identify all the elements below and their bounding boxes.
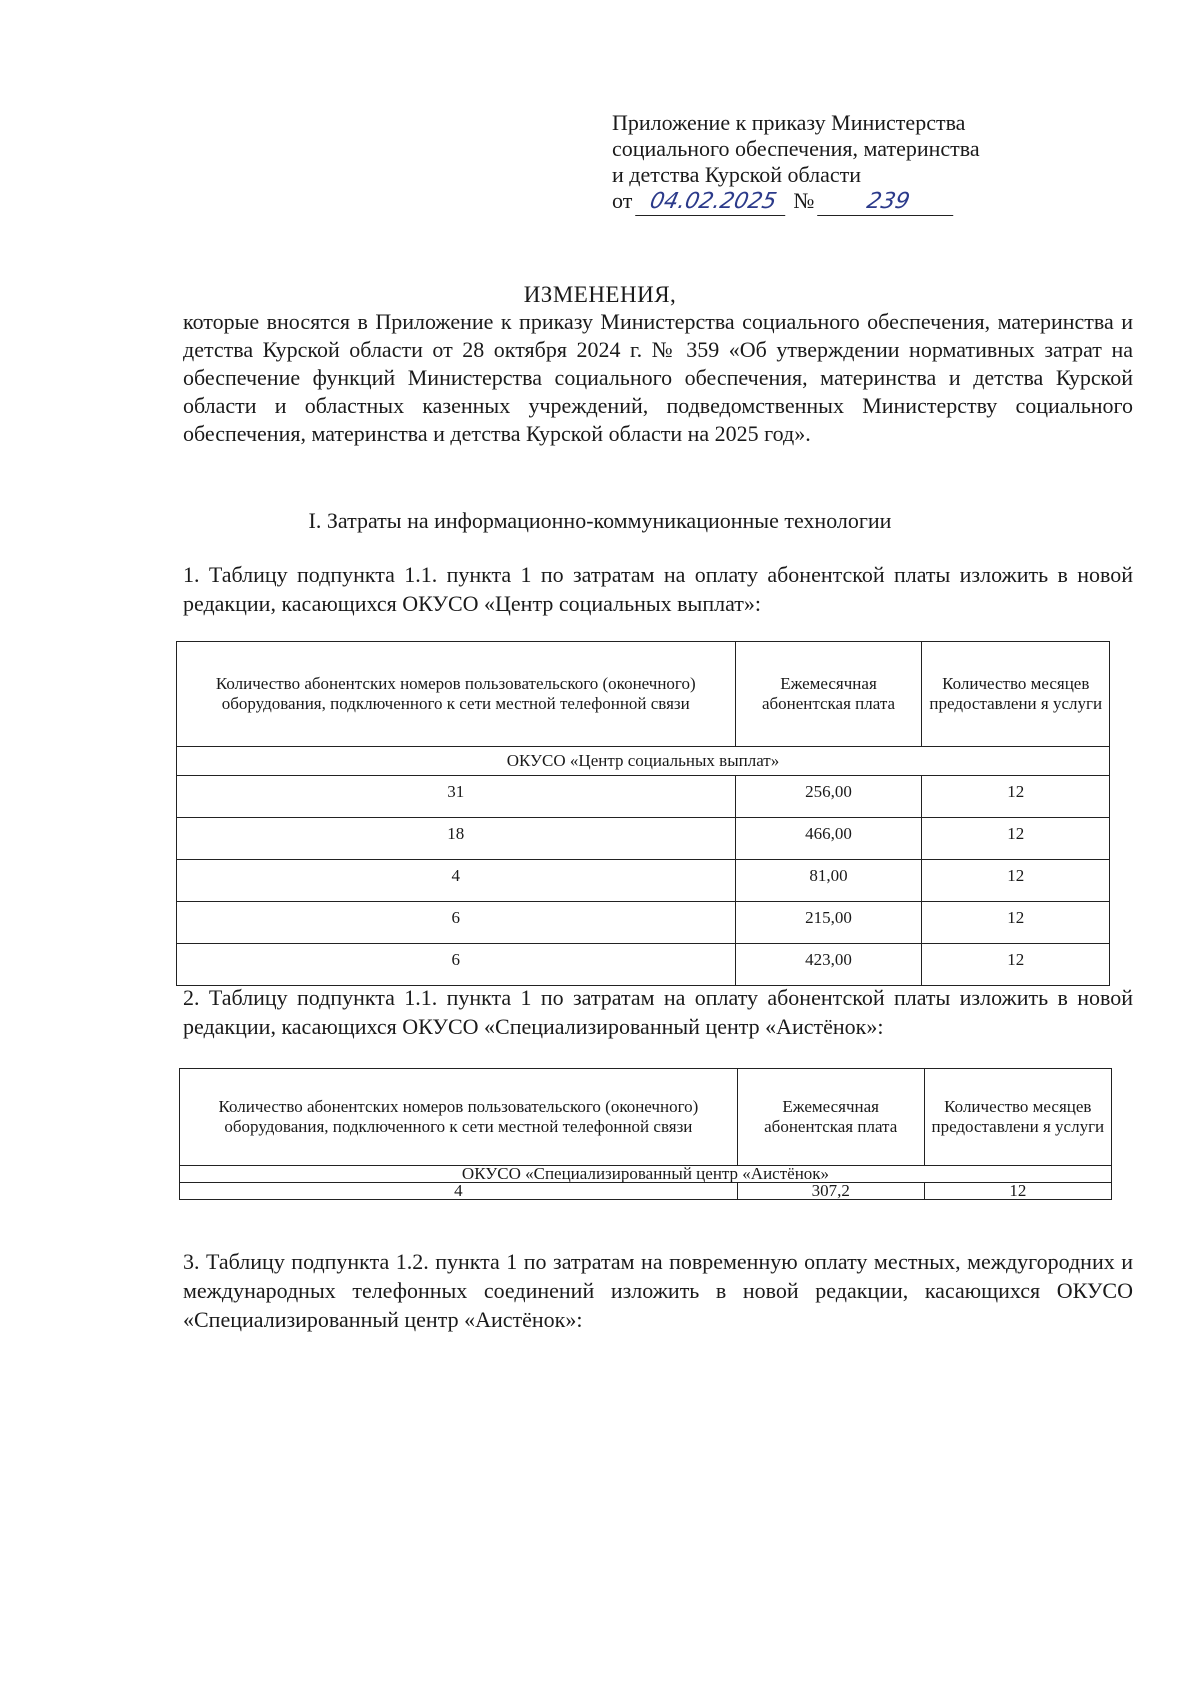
header-monthly-fee: Ежемесячная абонентская плата <box>737 1069 924 1166</box>
header-subscriber-count: Количество абонентских номеров пользовательского (оконечного) оборудования, подключенного к сети местной телефонной связи <box>177 642 736 747</box>
handwritten-date: 04.02.2025 <box>635 189 791 216</box>
cell-count: 6 <box>177 902 736 944</box>
cell-months: 12 <box>922 818 1110 860</box>
table-row <box>177 944 1110 986</box>
paragraph-2: 2. Таблицу подпункта 1.1. пункта 1 по затратам на оплату абонентской платы изложить в новой редакции, касающихся ОКУСО «Специализированный центр «Аистёнок»: <box>183 985 1133 1039</box>
appendix-header <box>612 110 1052 216</box>
cell-count: 4 <box>180 1183 738 1200</box>
group-label: ОКУСО «Специализированный центр «Аистёнок» <box>180 1166 1112 1183</box>
cell-fee: 215,00 <box>735 902 922 944</box>
cell-fee: 466,00 <box>735 818 922 860</box>
cell-months: 12 <box>922 776 1110 818</box>
group-label: ОКУСО «Центр социальных выплат» <box>177 747 1110 776</box>
appendix-line-1: Приложение к приказу Министерства <box>612 110 966 135</box>
appendix-date-line <box>612 188 1052 216</box>
handwritten-number: 239 <box>817 189 959 216</box>
table-1 <box>176 641 1110 986</box>
appendix-line-2: социального обеспечения, материнства <box>612 136 980 161</box>
cell-months: 12 <box>922 944 1110 986</box>
header-months: Количество месяцев предоставлени я услуги <box>924 1069 1111 1166</box>
paragraph-3: 3. Таблицу подпункта 1.2. пункта 1 по затратам на повременную оплату местных, междугородних и международных телефонных соединений изложить в новой редакции, касающихся ОКУСО «Специализированный центр «Аистёнок»: <box>183 1249 1133 1332</box>
cell-count: 31 <box>177 776 736 818</box>
table-header-row <box>177 642 1110 747</box>
date-prefix: от <box>612 188 633 213</box>
cell-count: 6 <box>177 944 736 986</box>
cell-count: 18 <box>177 818 736 860</box>
table-row <box>177 902 1110 944</box>
intro-paragraph: которые вносятся в Приложение к приказу Министерства социального обеспечения, материнства и детства Курской области от 28 октября 2024 г. № 359 «Об утверждении нормативных затрат на обеспечение функций Министерства социального обеспечения, материнства и детства Курской области и областных казенных учреждений, подведомственных Министерству социального обеспечения, материнства и детства Курской области на 2025 год». <box>183 309 1133 446</box>
table-2 <box>179 1068 1112 1200</box>
table-group-row <box>180 1166 1112 1183</box>
header-subscriber-count: Количество абонентских номеров пользовательского (оконечного) оборудования, подключенного к сети местной телефонной связи <box>180 1069 738 1166</box>
appendix-line-3: и детства Курской области <box>612 162 862 187</box>
table-header-row <box>180 1069 1112 1166</box>
cell-months: 12 <box>924 1183 1111 1200</box>
cell-fee: 81,00 <box>735 860 922 902</box>
cell-fee: 423,00 <box>735 944 922 986</box>
section-title: I. Затраты на информационно-коммуникационные технологии <box>308 508 892 533</box>
document-title: ИЗМЕНЕНИЯ, <box>523 282 677 307</box>
cell-months: 12 <box>922 902 1110 944</box>
table-row <box>180 1183 1112 1200</box>
header-monthly-fee: Ежемесячная абонентская плата <box>735 642 922 747</box>
paragraph-1: 1. Таблицу подпункта 1.1. пункта 1 по затратам на оплату абонентской платы изложить в новой редакции, касающихся ОКУСО «Центр социальных выплат»: <box>183 562 1133 616</box>
table-row <box>177 860 1110 902</box>
cell-months: 12 <box>922 860 1110 902</box>
table-row <box>177 818 1110 860</box>
cell-count: 4 <box>177 860 736 902</box>
table-group-row <box>177 747 1110 776</box>
header-months: Количество месяцев предоставлени я услуги <box>922 642 1110 747</box>
number-prefix: № <box>793 188 815 213</box>
cell-fee: 307,2 <box>737 1183 924 1200</box>
cell-fee: 256,00 <box>735 776 922 818</box>
table-row <box>177 776 1110 818</box>
